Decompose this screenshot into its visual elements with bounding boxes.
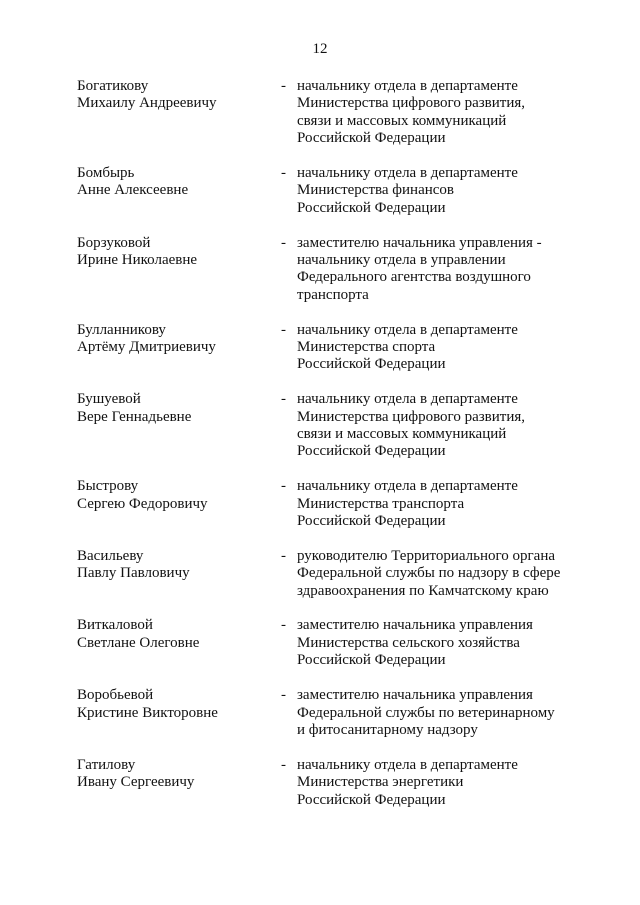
surname: Васильеву (77, 547, 144, 564)
position-title (297, 165, 577, 217)
list-item (77, 391, 577, 461)
surname: Быстрову (77, 478, 139, 495)
position-line: начальнику отдела в департаменте (297, 478, 518, 495)
dash-separator: - (281, 78, 286, 94)
dash-separator: - (281, 165, 286, 182)
list-item (77, 617, 577, 669)
given-names: Сергею Федоровичу (77, 495, 208, 512)
surname: Борзуковой (77, 234, 151, 251)
dash-separator: - (281, 321, 286, 338)
surname: Гатилову (77, 756, 136, 773)
list-item (77, 687, 577, 739)
position-line: начальнику отдела в управлении (297, 252, 506, 269)
list-item (77, 478, 577, 530)
position-line: связи и массовых коммуникаций (297, 112, 507, 129)
position-line: Министерства спорта (297, 339, 436, 356)
appointee-list (77, 78, 577, 826)
position-line: Российской Федерации (297, 130, 446, 147)
person-name (77, 165, 277, 200)
dash-separator: - (281, 478, 286, 495)
given-names: Светлане Олеговне (77, 634, 200, 651)
given-names: Анне Алексеевне (77, 182, 189, 199)
position-line: Российской Федерации (297, 356, 446, 373)
position-line: Министерства финансов (297, 182, 454, 199)
position-title (297, 235, 577, 305)
given-names: Артёму Дмитриевичу (77, 339, 216, 356)
position-line: Министерства цифрового развития, (297, 408, 526, 425)
given-names: Кристине Викторовне (77, 704, 218, 721)
position-line: начальнику отдела в департаменте (297, 78, 518, 94)
position-line: Российской Федерации (297, 791, 446, 808)
person-name (77, 322, 277, 357)
position-line: Российской Федерации (297, 652, 446, 669)
position-line: Министерства сельского хозяйства (297, 634, 520, 651)
surname: Богатикову (77, 78, 149, 94)
surname: Бомбырь (77, 165, 135, 182)
list-item (77, 78, 577, 148)
dash-separator: - (281, 617, 286, 634)
position-line: Федеральной службы по надзору в сфере (297, 565, 561, 582)
given-names: Вере Геннадьевне (77, 408, 192, 425)
position-line: Министерства транспорта (297, 495, 465, 512)
surname: Виткаловой (77, 617, 153, 634)
position-line: заместителю начальника управления (297, 687, 533, 704)
given-names: Михаилу Андреевичу (77, 95, 217, 112)
position-line: Федерального агентства воздушного (297, 269, 531, 286)
position-line: начальнику отдела в департаменте (297, 756, 518, 773)
position-line: здравоохранения по Камчатскому краю (297, 582, 549, 599)
dash-separator: - (281, 547, 286, 564)
position-title (297, 687, 577, 739)
position-title (297, 322, 577, 374)
person-name (77, 391, 277, 426)
list-item (77, 548, 577, 600)
list-item (77, 235, 577, 305)
position-line: и фитосанитарному надзору (297, 721, 478, 738)
position-line: Министерства энергетики (297, 774, 464, 791)
person-name (77, 757, 277, 792)
surname: Бушуевой (77, 391, 141, 408)
position-line: Российской Федерации (297, 199, 446, 216)
page-number: 12 (312, 41, 328, 57)
position-title (297, 478, 577, 530)
position-line: начальнику отдела в департаменте (297, 391, 518, 408)
position-title (297, 548, 577, 600)
dash-separator: - (281, 687, 286, 704)
given-names: Ирине Николаевне (77, 252, 198, 269)
person-name (77, 548, 277, 583)
given-names: Ивану Сергеевичу (77, 774, 195, 791)
list-item (77, 757, 577, 809)
position-title (297, 617, 577, 669)
position-line: транспорта (297, 286, 369, 303)
position-line: Российской Федерации (297, 443, 446, 460)
list-item (77, 322, 577, 374)
position-line: начальнику отдела в департаменте (297, 321, 518, 338)
person-name (77, 617, 277, 652)
person-name (77, 235, 277, 270)
position-line: начальнику отдела в департаменте (297, 165, 518, 182)
position-title (297, 78, 577, 148)
dash-separator: - (281, 391, 286, 408)
position-line: руководителю Территориального органа (297, 547, 556, 564)
position-line: Министерства цифрового развития, (297, 95, 526, 112)
position-line: связи и массовых коммуникаций (297, 426, 507, 443)
person-name (77, 78, 277, 113)
person-name (77, 687, 277, 722)
surname: Воробьевой (77, 687, 154, 704)
given-names: Павлу Павловичу (77, 565, 190, 582)
dash-separator: - (281, 234, 286, 251)
list-item (77, 165, 577, 217)
position-title (297, 757, 577, 809)
position-line: Федеральной службы по ветеринарному (297, 704, 555, 721)
position-title (297, 391, 577, 461)
position-line: заместителю начальника управления (297, 617, 533, 634)
surname: Булланникову (77, 321, 166, 338)
person-name (77, 478, 277, 513)
position-line: Российской Федерации (297, 513, 446, 530)
position-line: заместителю начальника управления - (297, 234, 542, 251)
dash-separator: - (281, 756, 286, 773)
